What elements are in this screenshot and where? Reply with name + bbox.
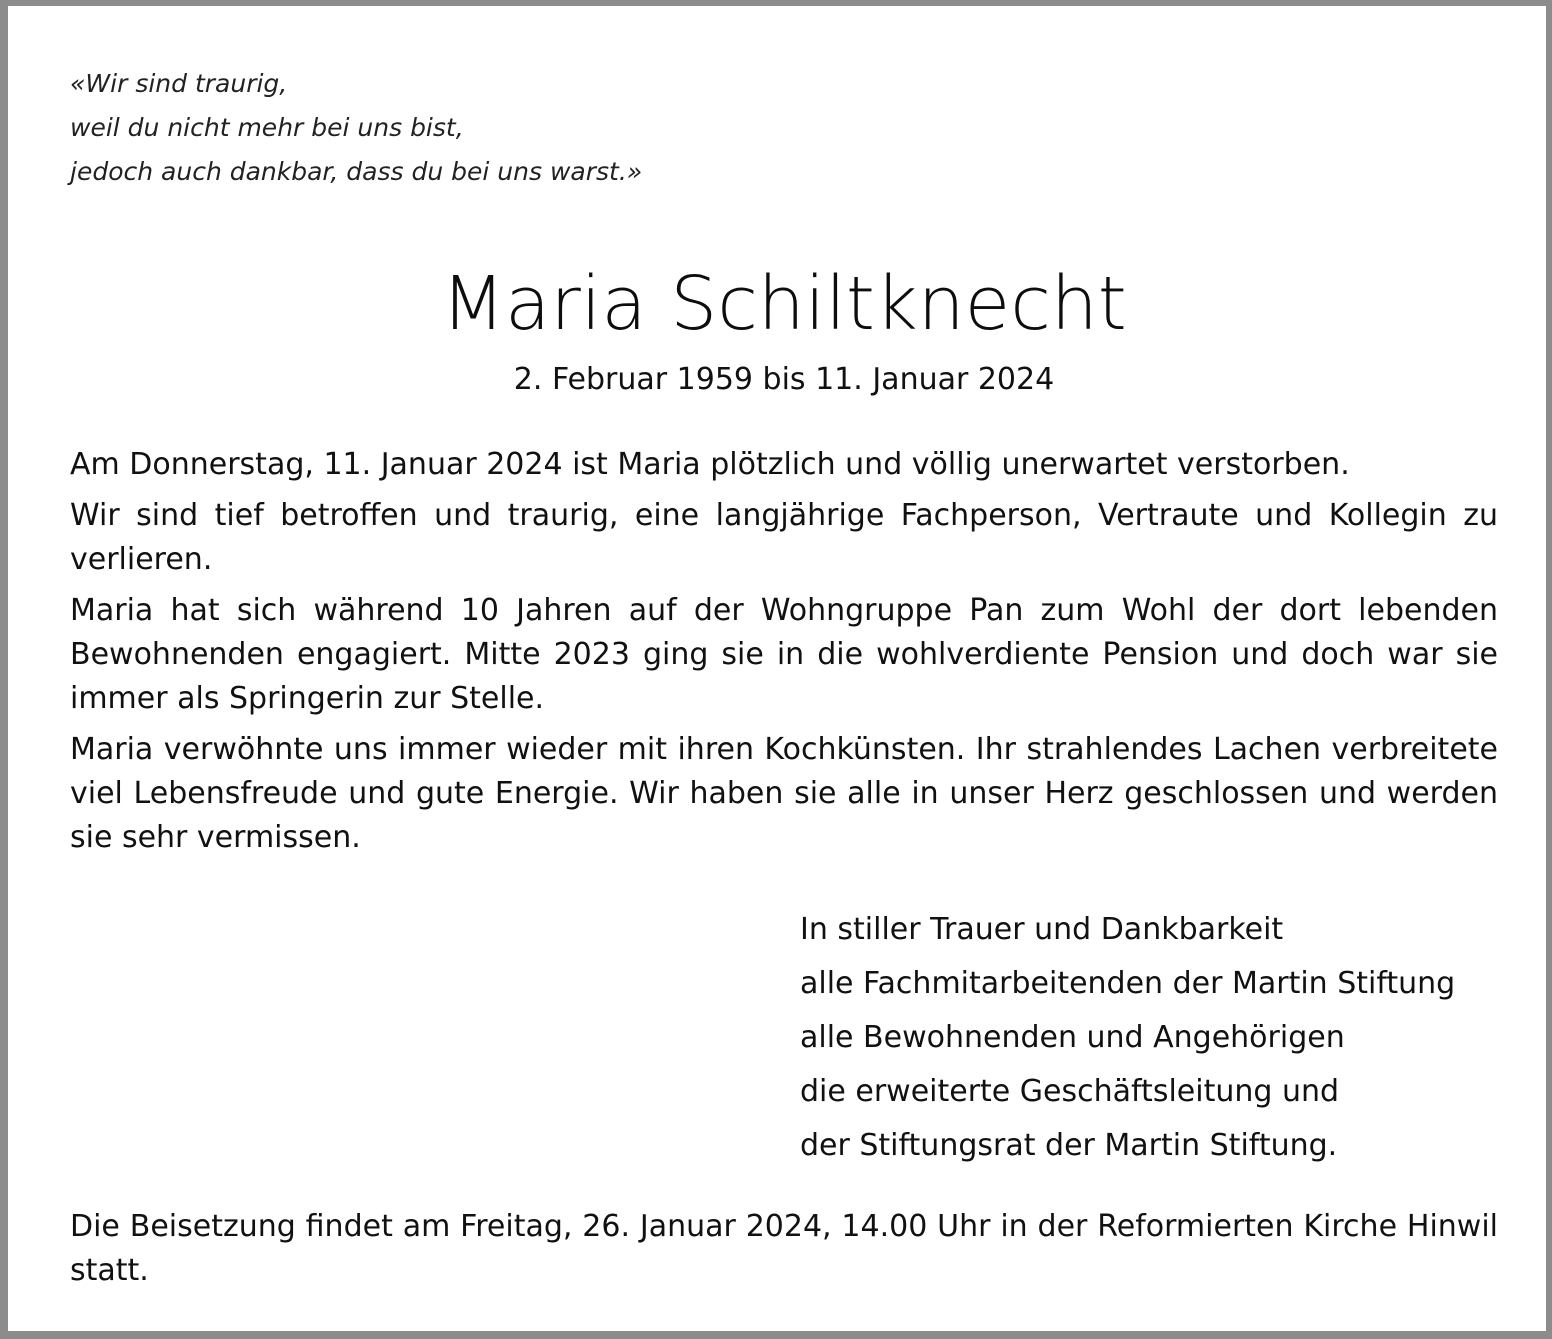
quote-line: weil du nicht mehr bei uns bist,: [70, 113, 464, 142]
quote-line: «Wir sind traurig,: [70, 69, 288, 98]
obituary-body: [70, 443, 1498, 867]
deceased-name: Maria Schiltknecht: [441, 261, 1127, 347]
body-paragraph: Maria verwöhnte uns immer wieder mit ihren Kochkünsten. Ihr strahlendes Lachen verbreitete viel Lebensfreude und gute Energie. Wir haben sie alle in unser Herz geschlossen und werden sie sehr vermissen.: [70, 732, 1498, 855]
signoff-line: alle Bewohnenden und Angehörigen: [800, 1020, 1345, 1055]
signoff-line: die erweiterte Geschäftsleitung und: [800, 1074, 1340, 1109]
life-dates: 2. Februar 1959 bis 11. Januar 2024: [513, 362, 1055, 397]
signoff-block: [800, 903, 1455, 1173]
quote-line: jedoch auch dankbar, dass du bei uns warst.»: [70, 157, 643, 186]
funeral-notice: Die Beisetzung findet am Freitag, 26. Januar 2024, 14.00 Uhr in der Reformierten Kirche Hinwil statt.: [70, 1209, 1498, 1288]
signoff-line: der Stiftungsrat der Martin Stiftung.: [800, 1128, 1338, 1163]
signoff-line: In stiller Trauer und Dankbarkeit: [800, 912, 1284, 947]
signoff-line: alle Fachmitarbeitenden der Martin Stiftung: [800, 966, 1456, 1001]
body-paragraph: Am Donnerstag, 11. Januar 2024 ist Maria plötzlich und völlig unerwartet verstorben.: [70, 447, 1350, 482]
body-paragraph: Maria hat sich während 10 Jahren auf der Wohngruppe Pan zum Wohl der dort lebenden Bewohnenden engagiert. Mitte 2023 ging sie in die wohlverdiente Pension und doch war sie immer als Springerin zur Stelle.: [70, 593, 1498, 716]
epigraph-quote: [70, 62, 642, 194]
body-paragraph: Wir sind tief betroffen und traurig, eine langjährige Fachperson, Vertraute und Kollegin zu verlieren.: [70, 498, 1498, 577]
